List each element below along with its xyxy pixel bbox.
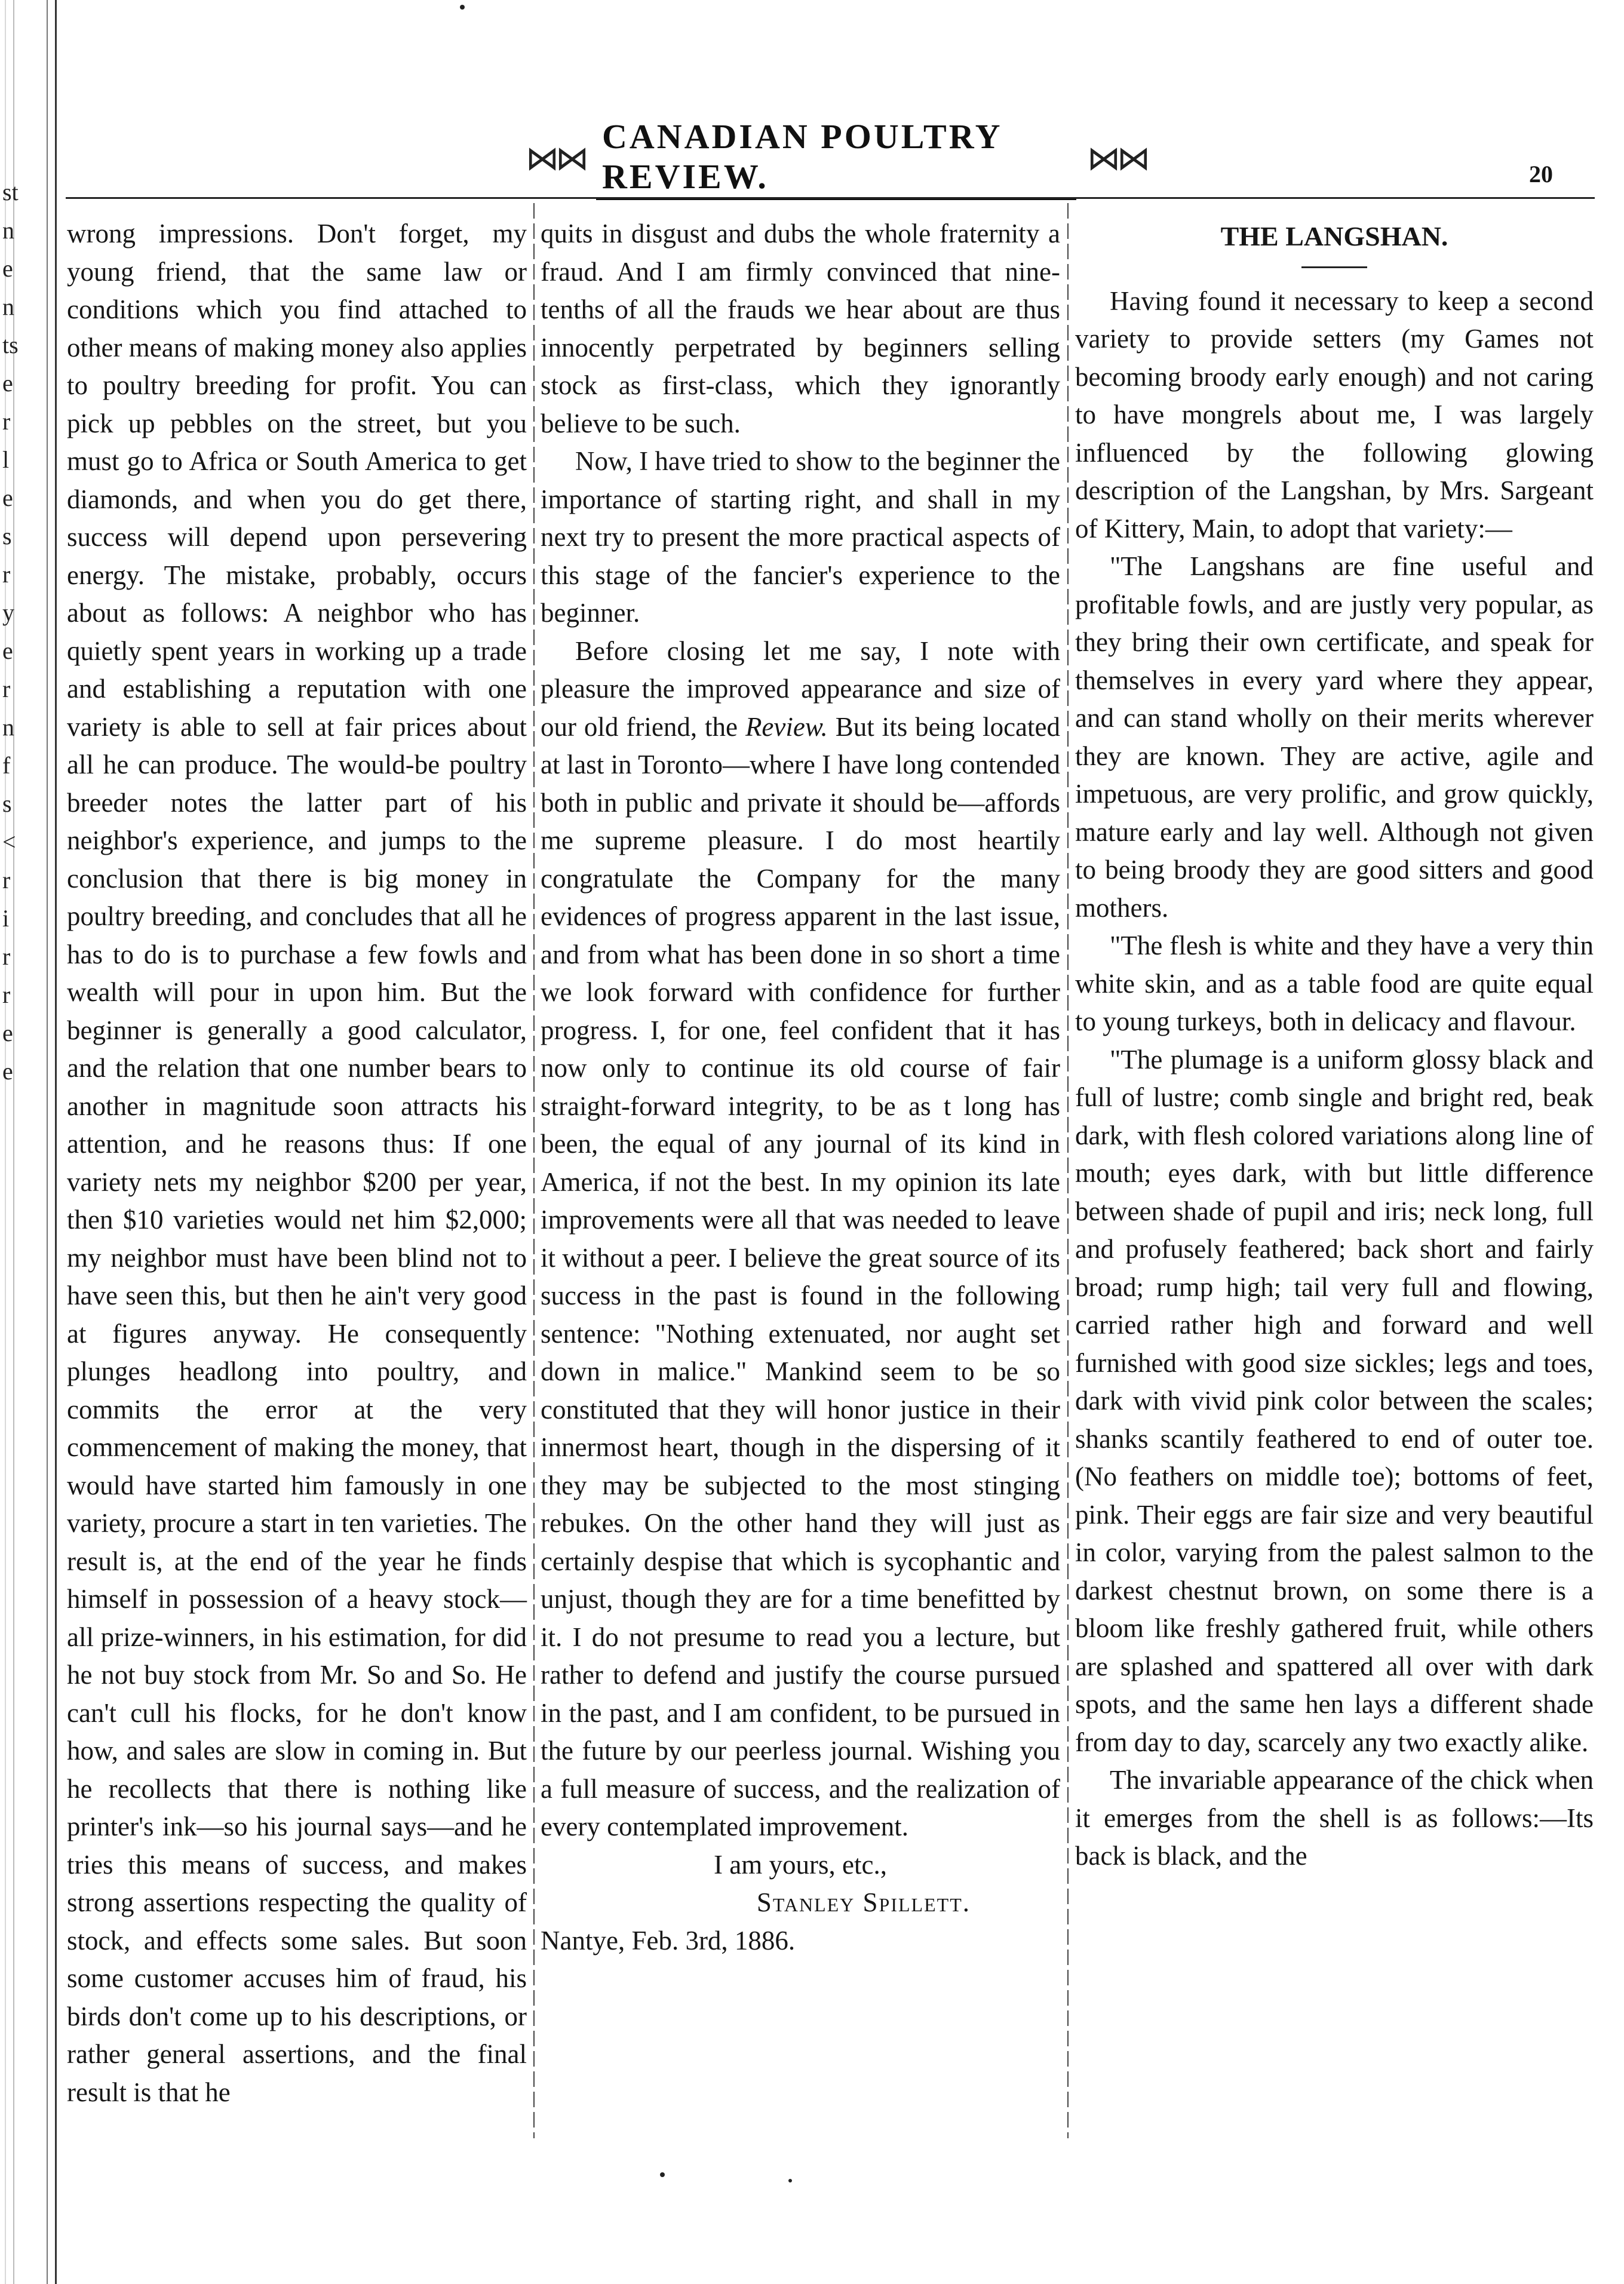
print-speck [788, 2179, 792, 2182]
gutter-letter: e [2, 1020, 13, 1046]
print-speck [460, 5, 465, 10]
column-3 [1075, 215, 1594, 1875]
gutter-letter: l [2, 446, 10, 473]
column-2 [541, 215, 1060, 1960]
binding-edge-line [47, 0, 48, 2284]
gutter-letter: < [2, 828, 16, 855]
gutter-letter: f [2, 752, 11, 779]
gutter-letter: st [2, 179, 19, 205]
header-rule [66, 197, 1595, 199]
article-paragraph: Before closing let me say, I note with pleasure the improved appearance and size of our old friend, the Review. But its being located at last in Toronto—where I have long contended both in public and private it should be—affords me supreme pleasure. I do most heartily congratulate the Company for the many evidences of progress apparent in the last issue, and from what has been done in so short a time we look forward with confidence for further progress. I, for one, feel confident that it has now only to continue its old course of fair straight-forward integrity, to be as t long has been, the equal of any journal of its kind in America, if not the best. In my opinion its late improvements were all that was needed to leave it without a peer. I believe the great source of its success in the past is found in the following sentence: "Nothing extenuated, nor aught set down in malice." Mankind seem to be so constituted that they will honor justice in their innermost heart, though in the dispersing of it they may be subjected to the most stinging rebukes. On the other hand they will just as certainly despise that which is sycophantic and unjust, though they are for a time benefitted by it. I do not presume to read you a lecture, but rather to defend and justify the course pursued in the past, and I am confident, to be pursued in the future by our peerless journal. Wishing you a full measure of success, and the realization of every contemplated improvement. [541, 636, 1060, 1841]
gutter-letter: e [2, 370, 13, 397]
gutter-letter: ts [2, 331, 19, 358]
letter-place-date: Nantye, Feb. 3rd, 1886. [541, 1925, 796, 1955]
page-number: 20 [1529, 161, 1553, 188]
binding-edge-line [55, 0, 57, 2284]
article-heading: THE LANGSHAN. [1220, 221, 1448, 251]
heading-rule [1301, 266, 1367, 268]
gutter-letter: e [2, 255, 13, 282]
article-paragraph: "The Langshans are fine useful and profitable fowls, and are justly very popular, as they bring their own certificate, and speak for themselves in every yard where they appear, and can stand wholly on their merits wherever they are known. They are active, agile and impetuous, are very prolific, and grow quickly, mature early and lay well. Although not given to being broody they are good sitters and good mothers. [1075, 551, 1594, 923]
gutter-letter: r [2, 981, 11, 1008]
masthead [526, 117, 1147, 196]
gutter-letter: n [2, 293, 14, 320]
masthead-ornament-left-icon: ⋈⋈ [526, 139, 585, 178]
article-paragraph: The invariable appearance of the chick when it emerges from the shell is as follows:—Its back is black, and the [1075, 1765, 1594, 1871]
article-paragraph: Having found it necessary to keep a second variety to provide setters (my Games not becoming broody early enough) and not caring to have mongrels about me, I was largely influenced by the following glowing description of the Langshan, by Mrs. Sargeant of Kittery, Main, to adopt that variety:— [1075, 286, 1594, 544]
gutter-letter: r [2, 561, 11, 588]
column-separator [1067, 203, 1069, 2138]
gutter-letter: e [2, 484, 13, 511]
letter-signature: Stanley Spillett. [756, 1887, 971, 1917]
print-speck [660, 2172, 665, 2177]
gutter-letter: e [2, 637, 13, 664]
column-1 [67, 215, 527, 2111]
gutter-letter: s [2, 790, 12, 817]
gutter-letter: n [2, 714, 14, 741]
gutter-letter: y [2, 599, 14, 626]
gutter-letter: r [2, 676, 11, 702]
gutter-letter-fragments [2, 173, 20, 1091]
masthead-title: CANADIAN POULTRY REVIEW. [596, 116, 1076, 200]
gutter-letter: e [2, 1058, 13, 1085]
article-paragraph: quits in disgust and dubs the whole fraternity a fraud. And I am firmly convinced that nine-tenths of all the frauds we hear about are thus innocently perpetrated by beginners selling stock as first-class, which they ignorantly believe to be such. [541, 219, 1060, 438]
gutter-letter: r [2, 867, 11, 894]
masthead-ornament-right-icon: ⋈⋈ [1087, 139, 1147, 178]
gutter-letter: r [2, 408, 11, 435]
gutter-letter: r [2, 943, 11, 970]
article-paragraph: "The flesh is white and they have a very thin white skin, and as a table food are quite equal to young turkeys, both in delicacy and flavour. [1075, 931, 1594, 1036]
gutter-letter: n [2, 217, 14, 244]
italic-title: Review. [745, 711, 828, 742]
column-separator [533, 203, 535, 2138]
gutter-letter: i [2, 905, 10, 932]
article-paragraph: wrong impressions. Don't forget, my young friend, that the same law or conditions which you find attached to other means of making money also applies to poultry breeding for profit. You can pick up pebbles on the street, but you must go to Africa or South America to get diamonds, and when you do get there, success will depend upon persevering energy. The mistake, probably, occurs about as follows: A neighbor who has quietly spent years in working up a trade and establishing a reputation with one variety is able to sell at fair prices about all he can produce. The would-be poultry breeder notes the latter part of his neighbor's experience, and jumps to the conclusion that there is big money in poultry breeding, and concludes that all he has to do is to purchase a few fowls and wealth will pour in upon him. But the beginner is generally a good calculator, and the relation that one number bears to another in magnitude soon attracts his attention, and he reasons thus: If one variety nets my neighbor $200 per year, then $10 varieties would net him $2,000; my neighbor must have been blind not to have seen this, but then he ain't very good at figures anyway. He consequently plunges headlong into poultry, and commits the error at the very commencement of making the money, that would have started him famously in one variety, procure a start in ten varieties. The result is, at the end of the year he finds himself in possession of a heavy stock—all prize-winners, in his estimation, for did he not buy stock from Mr. So and So. He can't cull his flocks, for he don't know how, and sales are slow in coming in. But he recollects that there is nothing like printer's ink—so his journal says—and he tries this means of success, and makes strong assertions respecting the quality of stock, and effects some sales. But soon some customer accuses him of fraud, his birds don't come up to his descriptions, or rather general assertions, and the final result is that he [67, 219, 527, 2107]
letter-closing: I am yours, etc., [714, 1849, 887, 1880]
article-paragraph: Now, I have tried to show to the beginner the importance of starting right, and shall in my next try to present the more practical aspects of this stage of the fancier's experience to the beginner. [541, 446, 1060, 628]
article-paragraph: "The plumage is a uniform glossy black and full of lustre; comb single and bright red, beak dark, with flesh colored variations along line of mouth; eyes dark, with but little difference between shade of pupil and iris; neck long, full and profusely feathered; back short and fairly broad; rump high; tail very full and flowing, carried rather high and forward and well furnished with good size sickles; legs and toes, dark with vivid pink color between the scales; shanks scantily feathered to end of outer toe. (No feathers on middle toe); bottoms of feet, pink. Their eggs are fair size and very beautiful in color, varying from the palest salmon to the darkest chestnut brown, on some there is a bloom like freshly gathered fruit, while others are splashed and spattered all over with dark spots, and the same hen lays a different shade from day to day, scarcely any two exactly alike. [1075, 1044, 1594, 1757]
gutter-letter: s [2, 523, 12, 549]
